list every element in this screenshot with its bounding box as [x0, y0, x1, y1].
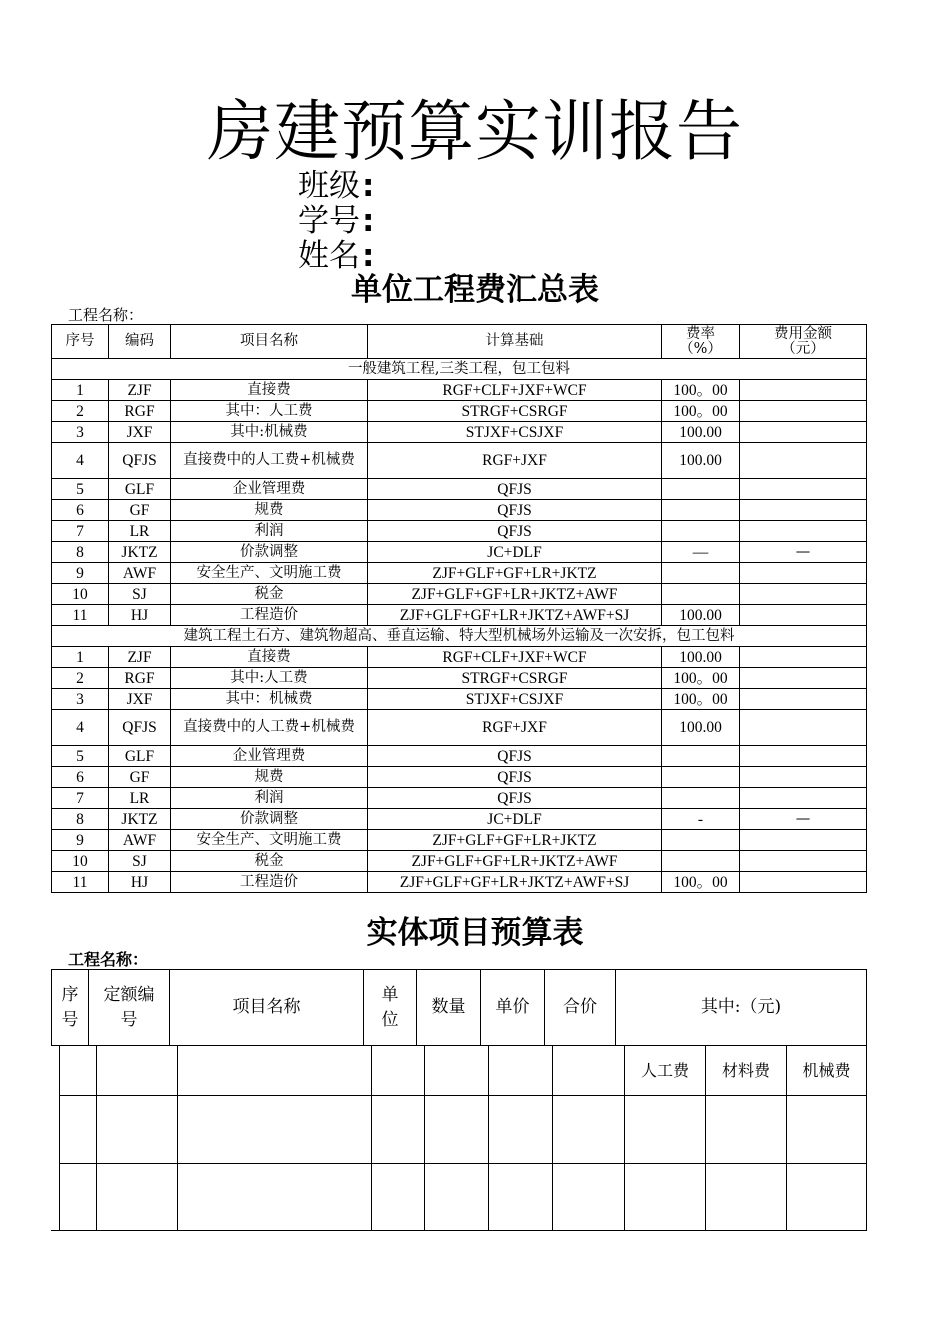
cell-basis: ZJF+GLF+GF+LR+JKTZ: [368, 563, 662, 584]
table-row: [52, 443, 867, 479]
cell-rate: [662, 563, 740, 584]
cell-seq: 6: [52, 767, 109, 788]
cell-basis: RGF+JXF: [368, 710, 662, 746]
table-row: [52, 380, 867, 401]
table-row: [52, 401, 867, 422]
items-header-machine: 机械费: [787, 1046, 867, 1096]
items-cell: [553, 1164, 625, 1231]
cell-seq: 9: [52, 830, 109, 851]
cell-seq: 5: [52, 479, 109, 500]
items-header-unit-line1: 单: [381, 984, 399, 1005]
cell-name: 工程造价: [171, 605, 368, 626]
cell-basis: QFJS: [368, 788, 662, 809]
items-cell: [97, 1096, 178, 1164]
table-row: [52, 521, 867, 542]
table-row: [52, 605, 867, 626]
cell-seq: 4: [52, 710, 109, 746]
items-cell: [553, 1046, 625, 1096]
cell-code: GF: [109, 767, 171, 788]
cell-code: LR: [109, 788, 171, 809]
items-header-unit: [364, 970, 417, 1046]
cell-code: GLF: [109, 746, 171, 767]
items-cell: [60, 1046, 97, 1096]
cell-rate: 100。00: [662, 872, 740, 893]
items-cell: [489, 1096, 553, 1164]
cell-amount: [740, 830, 867, 851]
summary-title: 单位工程费汇总表: [351, 272, 599, 308]
table-row: [52, 647, 867, 668]
cell-amount: [740, 767, 867, 788]
cell-amount: [740, 584, 867, 605]
items-header-material: 材料费: [706, 1046, 787, 1096]
items-table: [51, 969, 867, 1046]
items-cell: [97, 1046, 178, 1096]
summary-header-row: [52, 325, 867, 359]
table-row: [52, 788, 867, 809]
cell-rate: 100。00: [662, 668, 740, 689]
items-cell: [178, 1046, 372, 1096]
cell-code: QFJS: [109, 710, 171, 746]
cell-amount: [740, 872, 867, 893]
cell-basis: RGF+CLF+JXF+WCF: [368, 647, 662, 668]
header-name: 项目名称: [171, 325, 368, 359]
cell-name: 工程造价: [171, 872, 368, 893]
cell-basis: RGF+CLF+JXF+WCF: [368, 380, 662, 401]
cell-amount: [740, 422, 867, 443]
items-header-seq: [52, 970, 89, 1046]
header-amount-line1: 费用金额: [774, 325, 832, 342]
class-label: 班级: [298, 168, 360, 204]
items-header-quota: [89, 970, 170, 1046]
cell-name: 企业管理费: [171, 746, 368, 767]
cell-seq: 10: [52, 851, 109, 872]
section-title: 建筑工程土石方、建筑物超高、垂直运输、特大型机械场外运输及一次安拆，包工包料: [52, 626, 867, 647]
cell-name: 直接费: [171, 380, 368, 401]
table-row: [52, 563, 867, 584]
cell-rate: [662, 521, 740, 542]
table-row: [52, 851, 867, 872]
items-cell: [60, 1164, 97, 1231]
cell-rate: [662, 767, 740, 788]
cell-name: 其中：机械费: [171, 689, 368, 710]
items-cell: [97, 1164, 178, 1231]
items-cell: [60, 1096, 97, 1164]
cell-rate: [662, 851, 740, 872]
cell-basis: STJXF+CSJXF: [368, 689, 662, 710]
table-row: [52, 668, 867, 689]
cell-basis: STRGF+CSRGF: [368, 401, 662, 422]
cell-name: 其中:机械费: [171, 422, 368, 443]
table-row: [52, 830, 867, 851]
items-header-quota-line1: 定额编: [103, 984, 155, 1005]
cell-seq: 8: [52, 542, 109, 563]
cell-code: JXF: [109, 689, 171, 710]
cell-basis: QFJS: [368, 521, 662, 542]
cell-rate: 100.00: [662, 710, 740, 746]
class-colon: :: [362, 168, 375, 204]
cell-code: HJ: [109, 872, 171, 893]
cell-amount: [740, 401, 867, 422]
cell-seq: 6: [52, 500, 109, 521]
summary-project-label: 工程名称：: [68, 306, 144, 324]
cell-name: 规费: [171, 500, 368, 521]
cell-amount: [740, 788, 867, 809]
cell-code: RGF: [109, 401, 171, 422]
cell-amount: [740, 443, 867, 479]
cell-name: 直接费中的人工费+机械费: [171, 443, 368, 479]
name-label: 姓名: [298, 238, 360, 274]
items-empty-row: [60, 1096, 867, 1164]
student-id-colon: :: [362, 203, 375, 239]
header-code: 编码: [109, 325, 171, 359]
items-cell: [425, 1096, 489, 1164]
cell-basis: ZJF+GLF+GF+LR+JKTZ+AWF+SJ: [368, 605, 662, 626]
cell-seq: 7: [52, 788, 109, 809]
name-colon: :: [362, 238, 375, 274]
cell-basis: STRGF+CSRGF: [368, 668, 662, 689]
cell-amount: —: [740, 809, 867, 830]
cell-seq: 5: [52, 746, 109, 767]
items-sub-table: [59, 1045, 867, 1231]
table-row: [52, 542, 867, 563]
cell-rate: -: [662, 809, 740, 830]
section-row: [52, 626, 867, 647]
items-cell: [553, 1096, 625, 1164]
cell-basis: ZJF+GLF+GF+LR+JKTZ+AWF: [368, 851, 662, 872]
cell-name: 安全生产、文明施工费: [171, 830, 368, 851]
items-cell: [372, 1096, 425, 1164]
cell-code: QFJS: [109, 443, 171, 479]
cell-code: GF: [109, 500, 171, 521]
cell-code: GLF: [109, 479, 171, 500]
cell-basis: RGF+JXF: [368, 443, 662, 479]
cell-rate: 100。00: [662, 689, 740, 710]
cell-basis: ZJF+GLF+GF+LR+JKTZ: [368, 830, 662, 851]
cell-code: JXF: [109, 422, 171, 443]
student-id-label: 学号: [298, 203, 360, 239]
report-title: 房建预算实训报告: [207, 93, 743, 170]
cell-rate: 100.00: [662, 443, 740, 479]
items-cell: [372, 1164, 425, 1231]
cell-basis: QFJS: [368, 500, 662, 521]
items-subheader-row: [60, 1046, 867, 1096]
items-cell: [706, 1096, 787, 1164]
items-cell: [787, 1164, 867, 1231]
table-row: [52, 809, 867, 830]
cell-basis: QFJS: [368, 746, 662, 767]
section-row: [52, 359, 867, 380]
cell-amount: —: [740, 542, 867, 563]
header-rate: [662, 325, 740, 359]
items-header-row: [52, 970, 867, 1046]
cell-rate: —: [662, 542, 740, 563]
cell-amount: [740, 521, 867, 542]
cell-seq: 4: [52, 443, 109, 479]
cell-rate: 100。00: [662, 380, 740, 401]
table-row: [52, 689, 867, 710]
items-cell: [372, 1046, 425, 1096]
items-header-labor: 人工费: [625, 1046, 706, 1096]
items-title: 实体项目预算表: [366, 915, 584, 951]
items-cell: [178, 1096, 372, 1164]
items-cell: [178, 1164, 372, 1231]
items-cell: [489, 1164, 553, 1231]
items-cell: [787, 1096, 867, 1164]
cell-seq: 8: [52, 809, 109, 830]
cell-name: 其中:人工费: [171, 668, 368, 689]
cell-code: AWF: [109, 563, 171, 584]
cell-name: 利润: [171, 521, 368, 542]
table-row: [52, 584, 867, 605]
cell-name: 利润: [171, 788, 368, 809]
table-row: [52, 767, 867, 788]
items-cell: [425, 1046, 489, 1096]
items-header-of-which: 其中:（元): [616, 970, 867, 1046]
cell-seq: 10: [52, 584, 109, 605]
cell-rate: [662, 746, 740, 767]
cell-name: 税金: [171, 851, 368, 872]
cell-code: SJ: [109, 851, 171, 872]
cell-name: 价款调整: [171, 809, 368, 830]
cell-rate: 100.00: [662, 605, 740, 626]
items-header-qty: 数量: [417, 970, 481, 1046]
cell-seq: 9: [52, 563, 109, 584]
cell-code: ZJF: [109, 380, 171, 401]
cell-amount: [740, 710, 867, 746]
cell-name: 企业管理费: [171, 479, 368, 500]
items-header-name: 项目名称: [170, 970, 364, 1046]
items-cell: [625, 1164, 706, 1231]
items-header-total: 合价: [545, 970, 616, 1046]
cell-seq: 11: [52, 605, 109, 626]
cell-rate: 100.00: [662, 422, 740, 443]
cell-code: AWF: [109, 830, 171, 851]
cell-amount: [740, 380, 867, 401]
cell-basis: ZJF+GLF+GF+LR+JKTZ+AWF: [368, 584, 662, 605]
cell-code: RGF: [109, 668, 171, 689]
header-rate-line1: 费率: [686, 325, 715, 342]
cell-rate: [662, 788, 740, 809]
cell-amount: [740, 668, 867, 689]
cell-rate: [662, 479, 740, 500]
items-header-seq-line2: 号: [61, 1009, 79, 1030]
cell-amount: [740, 746, 867, 767]
cell-rate: [662, 584, 740, 605]
summary-table: [51, 324, 867, 893]
cell-code: JKTZ: [109, 542, 171, 563]
class-field: [298, 168, 374, 204]
cell-basis: STJXF+CSJXF: [368, 422, 662, 443]
cell-basis: JC+DLF: [368, 542, 662, 563]
cell-amount: [740, 500, 867, 521]
header-amount-line2: （元）: [781, 340, 825, 357]
header-basis: 计算基础: [368, 325, 662, 359]
cell-name: 直接费: [171, 647, 368, 668]
cell-amount: [740, 563, 867, 584]
section-title: 一般建筑工程,三类工程，包工包料: [52, 359, 867, 380]
header-seq: 序号: [52, 325, 109, 359]
cell-name: 其中：人工费: [171, 401, 368, 422]
table-row: [52, 710, 867, 746]
name-field: [298, 238, 374, 274]
cell-basis: QFJS: [368, 479, 662, 500]
cell-rate: 100。00: [662, 401, 740, 422]
items-cell: [706, 1164, 787, 1231]
cell-amount: [740, 647, 867, 668]
cell-seq: 7: [52, 521, 109, 542]
table-row: [52, 746, 867, 767]
cell-basis: QFJS: [368, 767, 662, 788]
cell-name: 安全生产、文明施工费: [171, 563, 368, 584]
items-empty-row: [60, 1164, 867, 1231]
cell-seq: 3: [52, 689, 109, 710]
cell-rate: [662, 830, 740, 851]
cell-seq: 3: [52, 422, 109, 443]
cell-basis: JC+DLF: [368, 809, 662, 830]
cell-basis: ZJF+GLF+GF+LR+JKTZ+AWF+SJ: [368, 872, 662, 893]
cell-rate: [662, 500, 740, 521]
items-project-label: 工程名称：: [68, 950, 149, 969]
cell-seq: 11: [52, 872, 109, 893]
items-header-quota-line2: 号: [120, 1009, 138, 1030]
cell-rate: 100.00: [662, 647, 740, 668]
items-header-price: 单价: [481, 970, 545, 1046]
cell-code: HJ: [109, 605, 171, 626]
header-amount: [740, 325, 867, 359]
cell-name: 税金: [171, 584, 368, 605]
table-row: [52, 500, 867, 521]
items-cell: [425, 1164, 489, 1231]
cell-amount: [740, 605, 867, 626]
table-row: [52, 422, 867, 443]
items-cell: [625, 1096, 706, 1164]
cell-seq: 1: [52, 647, 109, 668]
cell-amount: [740, 479, 867, 500]
table-row: [52, 479, 867, 500]
student-id-field: [298, 203, 374, 239]
table-row: [52, 872, 867, 893]
cell-amount: [740, 689, 867, 710]
cell-code: LR: [109, 521, 171, 542]
cell-seq: 2: [52, 668, 109, 689]
header-rate-line2: （%）: [679, 340, 722, 357]
cell-seq: 1: [52, 380, 109, 401]
items-cell: [489, 1046, 553, 1096]
table-edge-stub: [51, 1230, 59, 1231]
cell-code: JKTZ: [109, 809, 171, 830]
cell-seq: 2: [52, 401, 109, 422]
items-header-unit-line2: 位: [381, 1009, 399, 1030]
items-header-seq-line1: 序: [61, 984, 79, 1005]
cell-amount: [740, 851, 867, 872]
cell-code: ZJF: [109, 647, 171, 668]
cell-name: 价款调整: [171, 542, 368, 563]
cell-name: 直接费中的人工费+机械费: [171, 710, 368, 746]
cell-name: 规费: [171, 767, 368, 788]
cell-code: SJ: [109, 584, 171, 605]
